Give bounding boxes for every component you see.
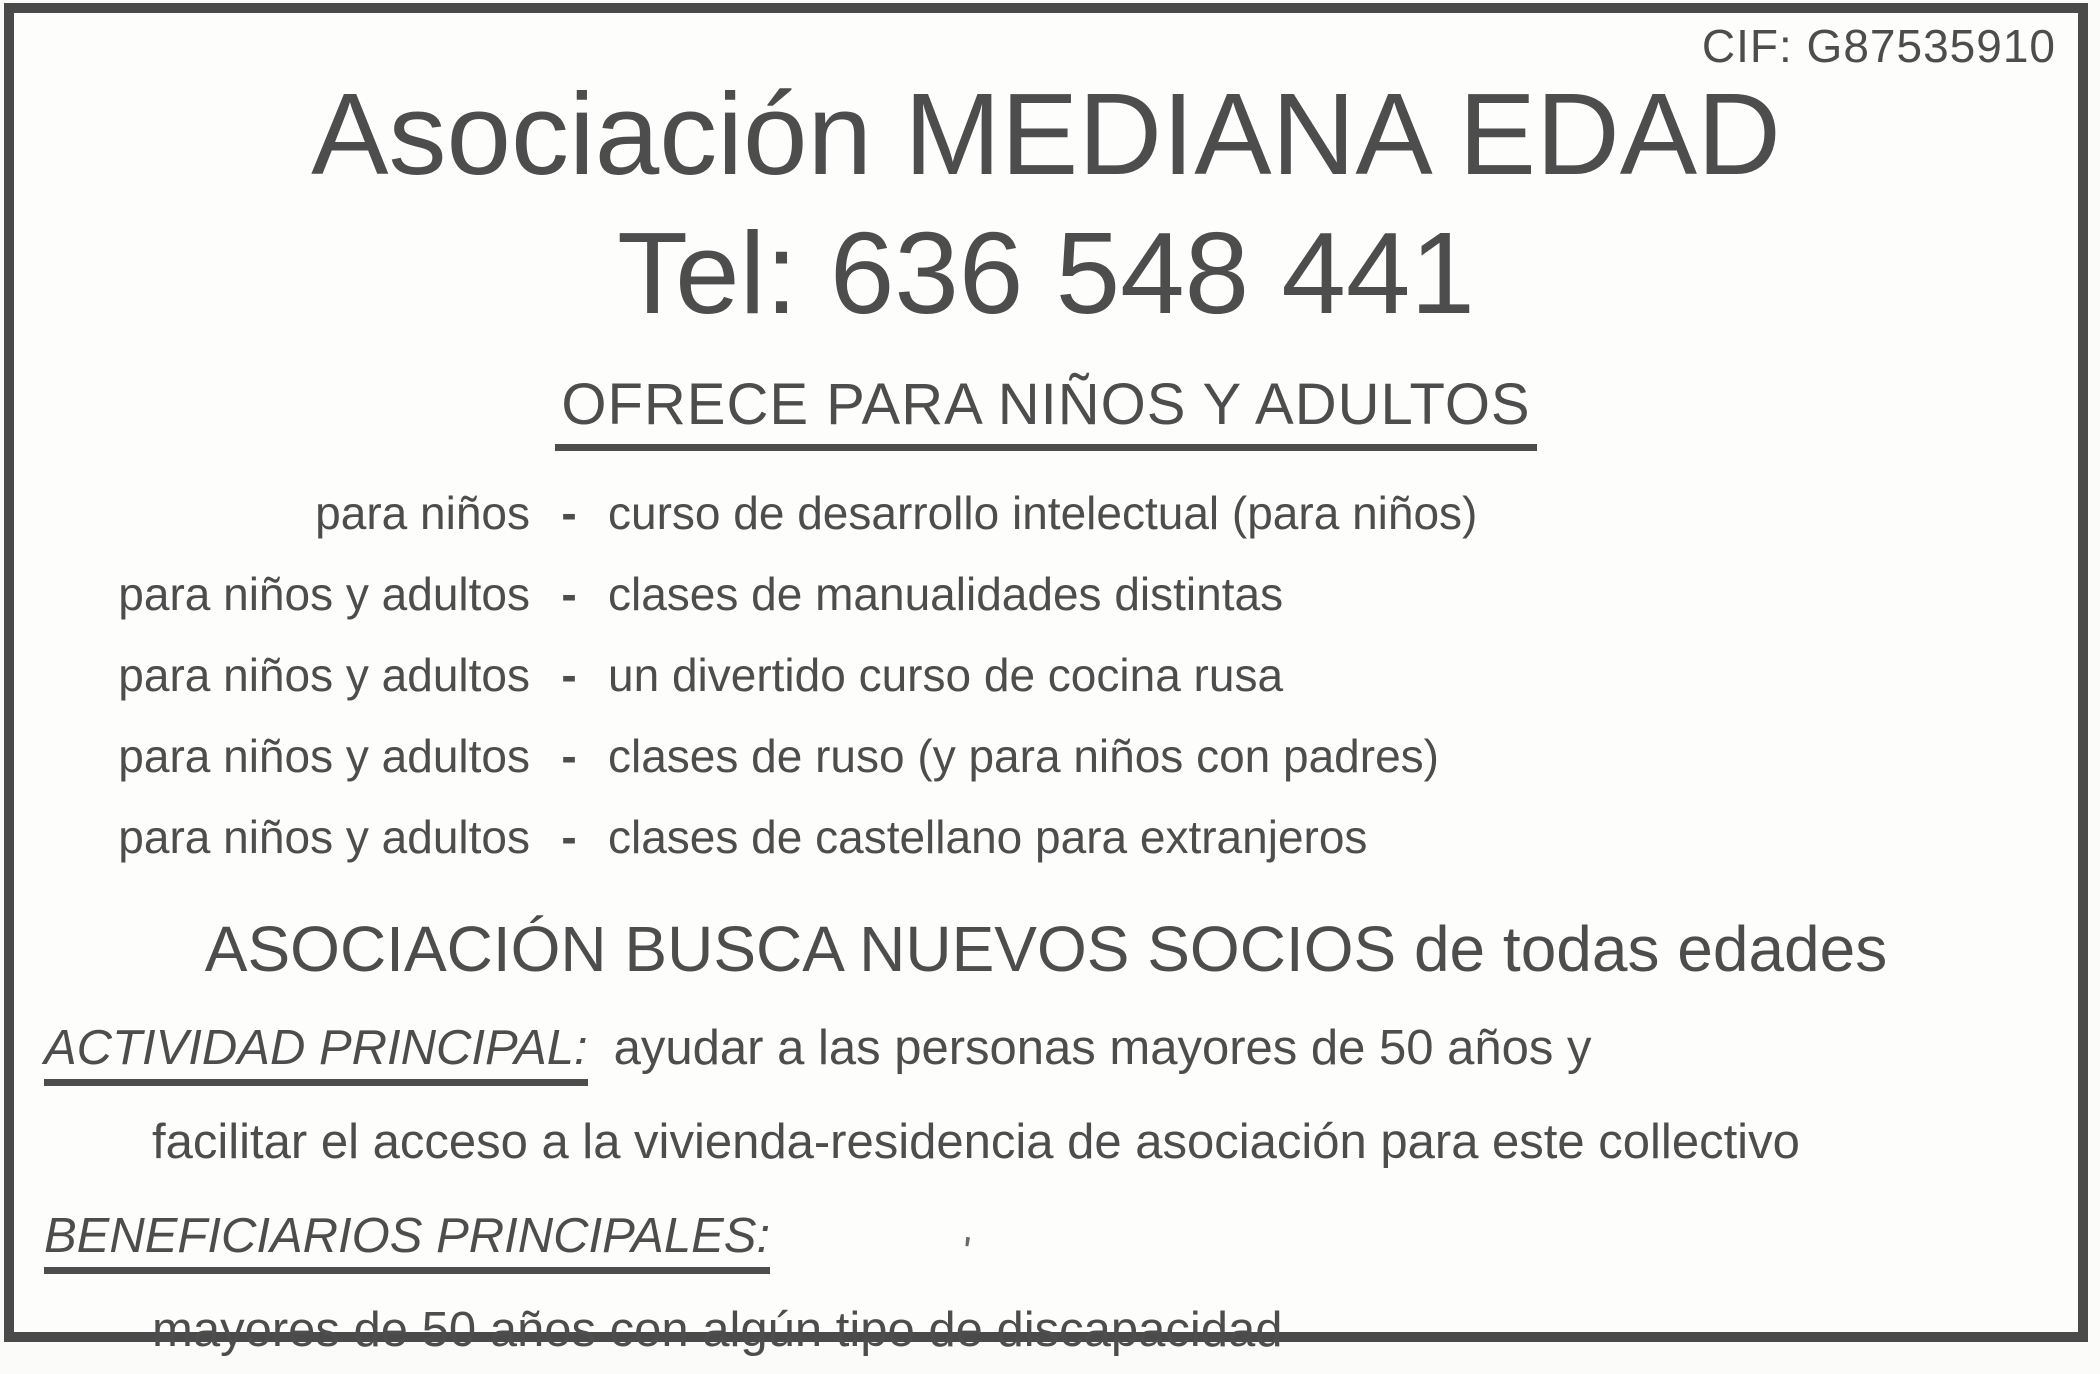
main-activity-text-line2: facilitar el acceso a la vivienda-residencia de asociación para este collectivo — [152, 1115, 1800, 1170]
offer-separator: - — [561, 730, 577, 783]
offer-audience: para niños y adultos — [118, 730, 530, 783]
offer-activity: curso de desarrollo intelectual (para niños) — [608, 487, 1478, 540]
beneficiaries-paragraph — [44, 1210, 2078, 1274]
offer-audience: para niños y adultos — [118, 811, 530, 864]
offers-list — [30, 473, 2078, 878]
beneficiaries-text: mayores de 50 años con algún tipo de discapacidad — [152, 1303, 1283, 1358]
offer-separator: - — [561, 568, 577, 621]
offer-separator: - — [561, 487, 577, 540]
offer-audience: para niños — [315, 487, 530, 540]
main-activity-paragraph — [44, 1022, 2078, 1086]
recruiting-line: ASOCIACIÓN BUSCA NUEVOS SOCIOS de todas edades — [204, 913, 1888, 986]
phone-number: Tel: 636 548 441 — [617, 208, 1475, 339]
main-activity-label: ACTIVIDAD PRINCIPAL: — [44, 1022, 588, 1086]
offer-separator: - — [561, 649, 577, 702]
cif-number: CIF: G87535910 — [1701, 20, 2056, 72]
offer-activity: clases de castellano para extranjeros — [608, 811, 1368, 864]
offer-separator: - — [561, 811, 577, 864]
scan-artifact-mark: ' — [958, 1227, 974, 1276]
offer-audience: para niños y adultos — [118, 568, 530, 621]
offer-activity: un divertido curso de cocina rusa — [608, 649, 1284, 702]
flyer-border-frame — [4, 3, 2088, 1358]
association-title: Asociación MEDIANA EDAD — [311, 69, 1781, 199]
main-activity-text-line1: ayudar a las personas mayores de 50 años y — [613, 1021, 1592, 1076]
offer-activity: clases de manualidades distintas — [608, 568, 1284, 621]
offers-heading-wrap — [14, 371, 2078, 451]
offer-activity: clases de ruso (y para niños con padres) — [608, 730, 1439, 783]
offer-audience: para niños y adultos — [118, 649, 530, 702]
beneficiaries-label: BENEFICIARIOS PRINCIPALES: — [44, 1210, 770, 1274]
offers-heading: OFRECE PARA NIÑOS Y ADULTOS — [555, 371, 1536, 451]
